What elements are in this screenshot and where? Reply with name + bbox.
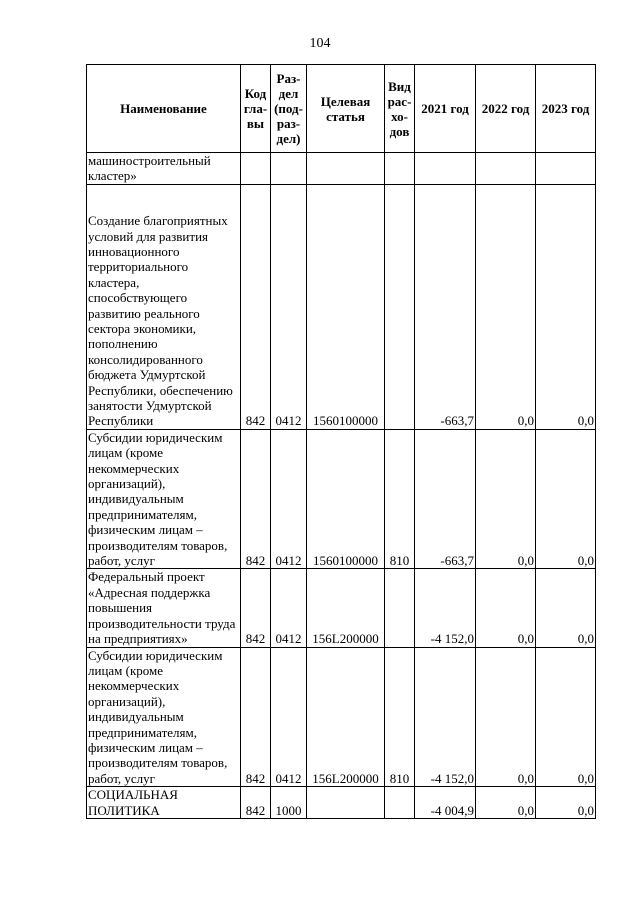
table-row bbox=[87, 153, 596, 185]
row-chapter: 842 bbox=[241, 429, 271, 569]
row-2021: -663,7 bbox=[415, 184, 476, 429]
header-2022: 2022 год bbox=[476, 65, 536, 153]
row-section: 0412 bbox=[271, 647, 307, 787]
row-target: 156L200000 bbox=[307, 647, 385, 787]
row-chapter bbox=[241, 153, 271, 185]
table-row bbox=[87, 184, 596, 429]
table-row bbox=[87, 787, 596, 819]
row-section bbox=[271, 153, 307, 185]
row-2023 bbox=[536, 153, 596, 185]
row-chapter: 842 bbox=[241, 184, 271, 429]
header-section: Раз-дел (под-раз-дел) bbox=[271, 65, 307, 153]
header-name: Наименование bbox=[87, 65, 241, 153]
row-2021: -4 152,0 bbox=[415, 647, 476, 787]
row-2023: 0,0 bbox=[536, 647, 596, 787]
row-target: 156L200000 bbox=[307, 569, 385, 647]
row-expense: 810 bbox=[385, 647, 415, 787]
row-expense bbox=[385, 787, 415, 819]
table-header-row bbox=[87, 65, 596, 153]
row-section: 0412 bbox=[271, 184, 307, 429]
row-2022 bbox=[476, 153, 536, 185]
row-chapter: 842 bbox=[241, 569, 271, 647]
row-2023: 0,0 bbox=[536, 184, 596, 429]
table-row bbox=[87, 429, 596, 569]
row-2021: -663,7 bbox=[415, 429, 476, 569]
row-name: Субсидии юридическим лицам (кроме некоммерческих организаций), индивидуальным предпринимателям, физическим лицам – производителям товаров, работ, услуг bbox=[87, 429, 241, 569]
row-2021 bbox=[415, 153, 476, 185]
row-target bbox=[307, 153, 385, 185]
budget-table bbox=[86, 64, 596, 819]
row-target bbox=[307, 787, 385, 819]
row-section: 1000 bbox=[271, 787, 307, 819]
row-2021: -4 004,9 bbox=[415, 787, 476, 819]
row-expense bbox=[385, 153, 415, 185]
page-number: 104 bbox=[309, 36, 331, 51]
row-chapter: 842 bbox=[241, 647, 271, 787]
header-expense-type: Вид рас-хо-дов bbox=[385, 65, 415, 153]
header-2021: 2021 год bbox=[415, 65, 476, 153]
row-target: 1560100000 bbox=[307, 184, 385, 429]
row-section: 0412 bbox=[271, 569, 307, 647]
row-name: машиностроительный кластер» bbox=[87, 153, 241, 185]
row-expense bbox=[385, 569, 415, 647]
table-row bbox=[87, 647, 596, 787]
row-name: Федеральный проект «Адресная поддержка повышения производительности труда на предприятиях» bbox=[87, 569, 241, 647]
row-name: СОЦИАЛЬНАЯ ПОЛИТИКА bbox=[87, 787, 241, 819]
row-chapter: 842 bbox=[241, 787, 271, 819]
header-target: Целевая статья bbox=[307, 65, 385, 153]
row-name: Субсидии юридическим лицам (кроме некоммерческих организаций), индивидуальным предпринимателям, физическим лицам – производителям товаров, работ, услуг bbox=[87, 647, 241, 787]
row-2022: 0,0 bbox=[476, 184, 536, 429]
header-2023: 2023 год bbox=[536, 65, 596, 153]
row-2021: -4 152,0 bbox=[415, 569, 476, 647]
row-2023: 0,0 bbox=[536, 787, 596, 819]
row-name: Создание благоприятных условий для развития инновационного территориального кластера, способствующего развитию реального сектора экономики, пополнению консолидированного бюджета Удмуртской Республики, обеспечению занятости Удмуртской Республики bbox=[87, 184, 241, 429]
row-2022: 0,0 bbox=[476, 569, 536, 647]
row-2022: 0,0 bbox=[476, 787, 536, 819]
row-target: 1560100000 bbox=[307, 429, 385, 569]
table-row bbox=[87, 569, 596, 647]
header-chapter-code: Код гла-вы bbox=[241, 65, 271, 153]
row-2023: 0,0 bbox=[536, 569, 596, 647]
row-2023: 0,0 bbox=[536, 429, 596, 569]
row-2022: 0,0 bbox=[476, 647, 536, 787]
row-expense bbox=[385, 184, 415, 429]
row-section: 0412 bbox=[271, 429, 307, 569]
row-expense: 810 bbox=[385, 429, 415, 569]
row-2022: 0,0 bbox=[476, 429, 536, 569]
